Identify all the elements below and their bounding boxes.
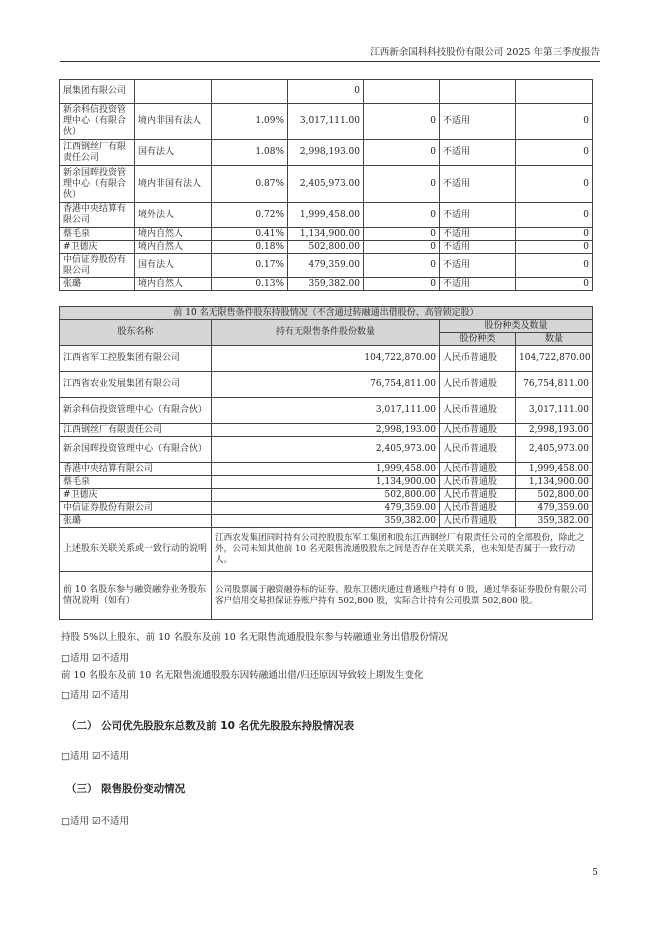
pledge-qty: 0 [516,278,593,291]
pledge-qty: 0 [516,104,593,140]
unrestricted-shareholders-table [59,306,593,620]
unrestricted-row [60,463,593,476]
shareholder-type: 境内自然人 [135,228,212,241]
shareholder-type [135,80,212,104]
restricted-shares: 0 [364,228,440,241]
unrestricted-qty: 2,998,193.00 [212,424,440,437]
section-restricted-title: （三） 限售股份变动情况 [66,783,186,795]
share-kind: 人民币普通股 [440,424,516,437]
pledge-status: 不适用 [440,278,516,291]
shareholder-type: 国有法人 [135,140,212,166]
shareholder-type: 境内自然人 [135,278,212,291]
top-table-row [60,241,593,254]
margin-label: 前 10 名股东参与融资融券业务股东情况说明（如有） [60,572,212,620]
relation-label: 上述股东关联关系或一致行动的说明 [60,528,212,572]
holding-percent: 0.13% [212,278,288,291]
col-share-kind: 股份种类 [440,333,516,346]
unrestricted-row [60,489,593,502]
page-number: 5 [592,868,598,878]
holding-percent: 0.41% [212,228,288,241]
restricted-shares: 0 [364,254,440,278]
pledge-status: 不适用 [440,104,516,140]
pledge-qty: 0 [516,241,593,254]
unrestricted-name: 蔡毛泉 [60,476,212,489]
share-amount: 502,800.00 [516,489,593,502]
share-amount: 104,722,870.00 [516,346,593,372]
col-share-amount: 数量 [516,333,593,346]
pledge-qty: 0 [516,203,593,228]
unrestricted-qty: 3,017,111.00 [212,398,440,424]
shareholder-name: 香港中央结算有限公司 [60,203,135,228]
shareholder-name: 新余国晖投资管理中心（有限合伙） [60,166,135,203]
top-table-row [60,80,593,104]
holding-shares: 1,999,458.00 [288,203,364,228]
share-kind: 人民币普通股 [440,489,516,502]
shareholder-type: 境内自然人 [135,241,212,254]
pledge-qty: 0 [516,166,593,203]
section-preferred-title: （二） 公司优先股股东总数及前 10 名优先股股东持股情况表 [66,720,355,732]
top-table-row [60,278,593,291]
restricted-shares: 0 [364,203,440,228]
unrestricted-qty: 1,134,900.00 [212,476,440,489]
share-kind: 人民币普通股 [440,372,516,398]
unrestricted-row [60,502,593,515]
unrestricted-title: 前 10 名无限售条件股东持股情况（不含通过转融通出借股份、高管锁定股） [60,307,593,320]
pledge-status: 不适用 [440,241,516,254]
shareholder-type: 境内非国有法人 [135,166,212,203]
unrestricted-qty: 502,800.00 [212,489,440,502]
holding-shares: 359,382.00 [288,278,364,291]
section-restricted-option: □适用 ☑不适用 [61,816,130,827]
restricted-shares: 0 [364,140,440,166]
unrestricted-name: 张璐 [60,515,212,528]
pledge-status [440,80,516,104]
relation-text: 江西农发集团同时持有公司控股股东军工集团和股东江西钢丝厂有限责任公司的全部股份，除此之外，公司未知其他前 10 名无限售流通股股东之间是否存在关联关系，也未知是否属于一致行动人。 [212,528,593,572]
pledge-qty [516,80,593,104]
top-table-row [60,166,593,203]
share-kind: 人民币普通股 [440,515,516,528]
unrestricted-name: 中信证券股份有限公司 [60,502,212,515]
unrestricted-qty: 1,999,458.00 [212,463,440,476]
holding-shares: 1,134,900.00 [288,228,364,241]
report-header: 江西新余国科科技股份有限公司 2025 年第三季度报告 [370,47,600,58]
header-rule [60,61,600,62]
note-lending-option: □适用 ☑不适用 [61,653,130,664]
holding-percent: 0.87% [212,166,288,203]
unrestricted-name: 江西钢丝厂有限责任公司 [60,424,212,437]
unrestricted-name: 新余国晖投资管理中心（有限合伙） [60,437,212,463]
pledge-qty: 0 [516,254,593,278]
holding-shares: 502,800.00 [288,241,364,254]
col-shareholder-name: 股东名称 [60,320,212,346]
col-unrestricted-qty: 持有无限售条件股份数量 [212,320,440,346]
shareholder-name: 蔡毛泉 [60,228,135,241]
margin-text: 公司股票属于融资融券标的证券。股东卫德庆通过普通账户持有 0 股，通过华泰证券股份有限公司客户信用交易担保证券账户持有 502,800 股，实际合计持有公司股票 502,800 股。 [212,572,593,620]
shareholder-name: 新余科信投资管理中心（有限合伙） [60,104,135,140]
shareholder-type: 国有法人 [135,254,212,278]
share-amount: 359,382.00 [516,515,593,528]
unrestricted-qty: 2,405,973.00 [212,437,440,463]
holding-percent [212,80,288,104]
unrestricted-qty: 359,382.00 [212,515,440,528]
unrestricted-name: 江西省军工控股集团有限公司 [60,346,212,372]
top-table-row [60,203,593,228]
holding-shares: 0 [288,80,364,104]
holding-percent: 0.72% [212,203,288,228]
share-kind: 人民币普通股 [440,437,516,463]
note-change-option: □适用 ☑不适用 [61,690,130,701]
unrestricted-row [60,476,593,489]
unrestricted-qty: 76,754,811.00 [212,372,440,398]
share-kind: 人民币普通股 [440,398,516,424]
restricted-shares: 0 [364,241,440,254]
unrestricted-row [60,398,593,424]
share-amount: 76,754,811.00 [516,372,593,398]
holding-shares: 3,017,111.00 [288,104,364,140]
share-amount: 1,999,458.00 [516,463,593,476]
pledge-status: 不适用 [440,228,516,241]
unrestricted-row [60,515,593,528]
unrestricted-row [60,372,593,398]
unrestricted-name: 江西省农业发展集团有限公司 [60,372,212,398]
pledge-qty: 0 [516,228,593,241]
section-preferred-option: □适用 ☑不适用 [61,751,130,762]
share-kind: 人民币普通股 [440,502,516,515]
shareholder-name: 江西钢丝厂有限责任公司 [60,140,135,166]
holding-percent: 0.17% [212,254,288,278]
note-lending: 持股 5%以上股东、前 10 名股东及前 10 名无限售流通股股东参与转融通业务出借股份情况 [61,632,448,643]
pledge-qty: 0 [516,140,593,166]
unrestricted-row [60,424,593,437]
unrestricted-row [60,346,593,372]
shareholder-name: 中信证券股份有限公司 [60,254,135,278]
share-amount: 2,405,973.00 [516,437,593,463]
shareholder-name: #卫德庆 [60,241,135,254]
unrestricted-qty: 104,722,870.00 [212,346,440,372]
restricted-shares: 0 [364,278,440,291]
pledge-status: 不适用 [440,254,516,278]
pledge-status: 不适用 [440,166,516,203]
restricted-shares [364,80,440,104]
share-amount: 3,017,111.00 [516,398,593,424]
top-table-row [60,228,593,241]
unrestricted-name: #卫德庆 [60,489,212,502]
shareholder-name: 张璐 [60,278,135,291]
share-amount: 1,134,900.00 [516,476,593,489]
holding-percent: 1.08% [212,140,288,166]
restricted-shares: 0 [364,166,440,203]
unrestricted-qty: 479,359.00 [212,502,440,515]
top-table-row [60,140,593,166]
holding-percent: 1.09% [212,104,288,140]
restricted-shares: 0 [364,104,440,140]
pledge-status: 不适用 [440,203,516,228]
share-kind: 人民币普通股 [440,463,516,476]
pledge-status: 不适用 [440,140,516,166]
unrestricted-name: 新余科信投资管理中心（有限合伙） [60,398,212,424]
holding-shares: 2,405,973.00 [288,166,364,203]
top-table-row [60,254,593,278]
top-table-row [60,104,593,140]
share-amount: 2,998,193.00 [516,424,593,437]
unrestricted-row [60,437,593,463]
share-kind: 人民币普通股 [440,346,516,372]
shareholder-type: 境外法人 [135,203,212,228]
holding-percent: 0.18% [212,241,288,254]
note-change: 前 10 名股东及前 10 名无限售流通股股东因转融通出借/归还原因导致较上期发生变化 [61,670,424,681]
share-amount: 479,359.00 [516,502,593,515]
share-kind: 人民币普通股 [440,476,516,489]
col-kind-group: 股份种类及数量 [440,320,593,333]
shareholder-type: 境内非国有法人 [135,104,212,140]
unrestricted-name: 香港中央结算有限公司 [60,463,212,476]
holding-shares: 2,998,193.00 [288,140,364,166]
top-shareholders-table [59,79,593,291]
shareholder-name: 展集团有限公司 [60,80,135,104]
holding-shares: 479,359.00 [288,254,364,278]
